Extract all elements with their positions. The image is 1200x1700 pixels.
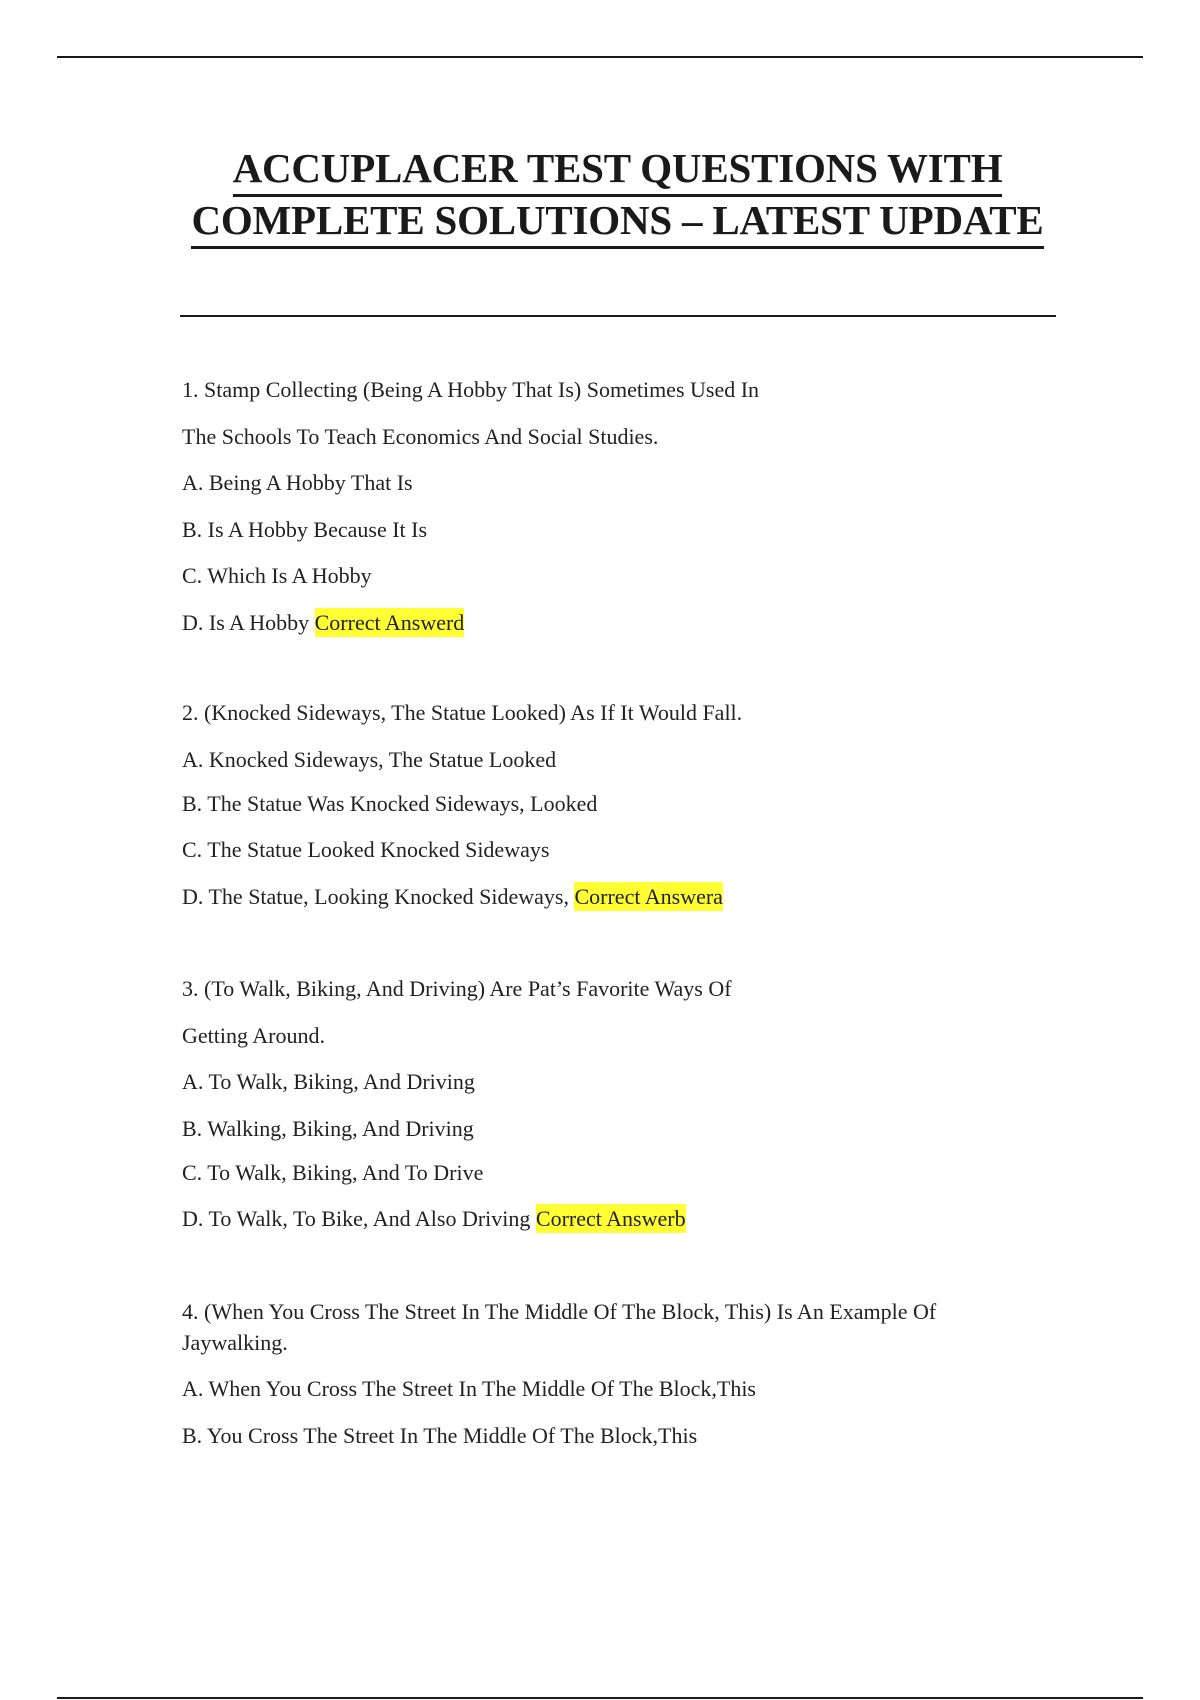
answer-option-b: B. Walking, Biking, And Driving xyxy=(182,1115,474,1141)
answer-option-a: A. Being A Hobby That Is xyxy=(182,470,413,495)
option-text: D. To Walk, To Bike, And Also Driving xyxy=(182,1206,536,1231)
answer-option-b: B. Is A Hobby Because It Is xyxy=(182,516,428,542)
top-page-rule xyxy=(57,56,1143,58)
answer-option-a: A. When You Cross The Street In The Middle Of The Block,This xyxy=(182,1376,756,1401)
question-stem: 1. Stamp Collecting (Being A Hobby That Is) Sometimes Used In xyxy=(182,377,760,402)
bottom-page-rule xyxy=(57,1697,1143,1699)
answer-option-c: C. Which Is A Hobby xyxy=(182,563,372,588)
question-stem: 4. (When You Cross The Street In The Middle Of The Block, This) Is An Example Of xyxy=(182,1298,937,1324)
question-3 xyxy=(182,974,1062,1251)
question-4 xyxy=(182,1297,1062,1468)
document-title xyxy=(150,143,1085,249)
question-stem: The Schools To Teach Economics And Social Studies. xyxy=(182,423,659,449)
title-line-2: COMPLETE SOLUTIONS – LATEST UPDATE xyxy=(191,195,1043,249)
question-stem: Jaywalking. xyxy=(182,1329,288,1355)
question-stem: 2. (Knocked Sideways, The Statue Looked) As If It Would Fall. xyxy=(182,700,743,725)
answer-option-b: B. You Cross The Street In The Middle Of The Block,This xyxy=(182,1422,698,1448)
answer-option-c: C. To Walk, Biking, And To Drive xyxy=(182,1159,484,1185)
question-stem: Getting Around. xyxy=(182,1022,325,1048)
question-stem: 3. (To Walk, Biking, And Driving) Are Pat’s Favorite Ways Of xyxy=(182,976,732,1001)
option-text: D. Is A Hobby xyxy=(182,609,315,635)
answer-option-b: B. The Statue Was Knocked Sideways, Looked xyxy=(182,790,598,816)
answer-option-d xyxy=(182,608,1062,655)
question-list xyxy=(182,375,1062,1467)
answer-option-a: A. Knocked Sideways, The Statue Looked xyxy=(182,746,557,772)
answer-option-d xyxy=(182,1204,1062,1251)
answer-option-a: A. To Walk, Biking, And Driving xyxy=(182,1069,475,1094)
answer-option-c: C. The Statue Looked Knocked Sideways xyxy=(182,837,550,862)
question-2 xyxy=(182,698,1062,928)
option-text: D. The Statue, Looking Knocked Sideways, xyxy=(182,883,575,909)
correct-answer-highlight: Correct Answerb xyxy=(535,1206,686,1231)
question-1 xyxy=(182,375,1062,654)
title-line-1: ACCUPLACER TEST QUESTIONS WITH xyxy=(233,143,1003,197)
answer-option-d xyxy=(182,882,1062,929)
correct-answer-highlight: Correct Answerd xyxy=(314,609,465,635)
correct-answer-highlight: Correct Answera xyxy=(574,883,723,909)
section-divider xyxy=(180,315,1056,317)
